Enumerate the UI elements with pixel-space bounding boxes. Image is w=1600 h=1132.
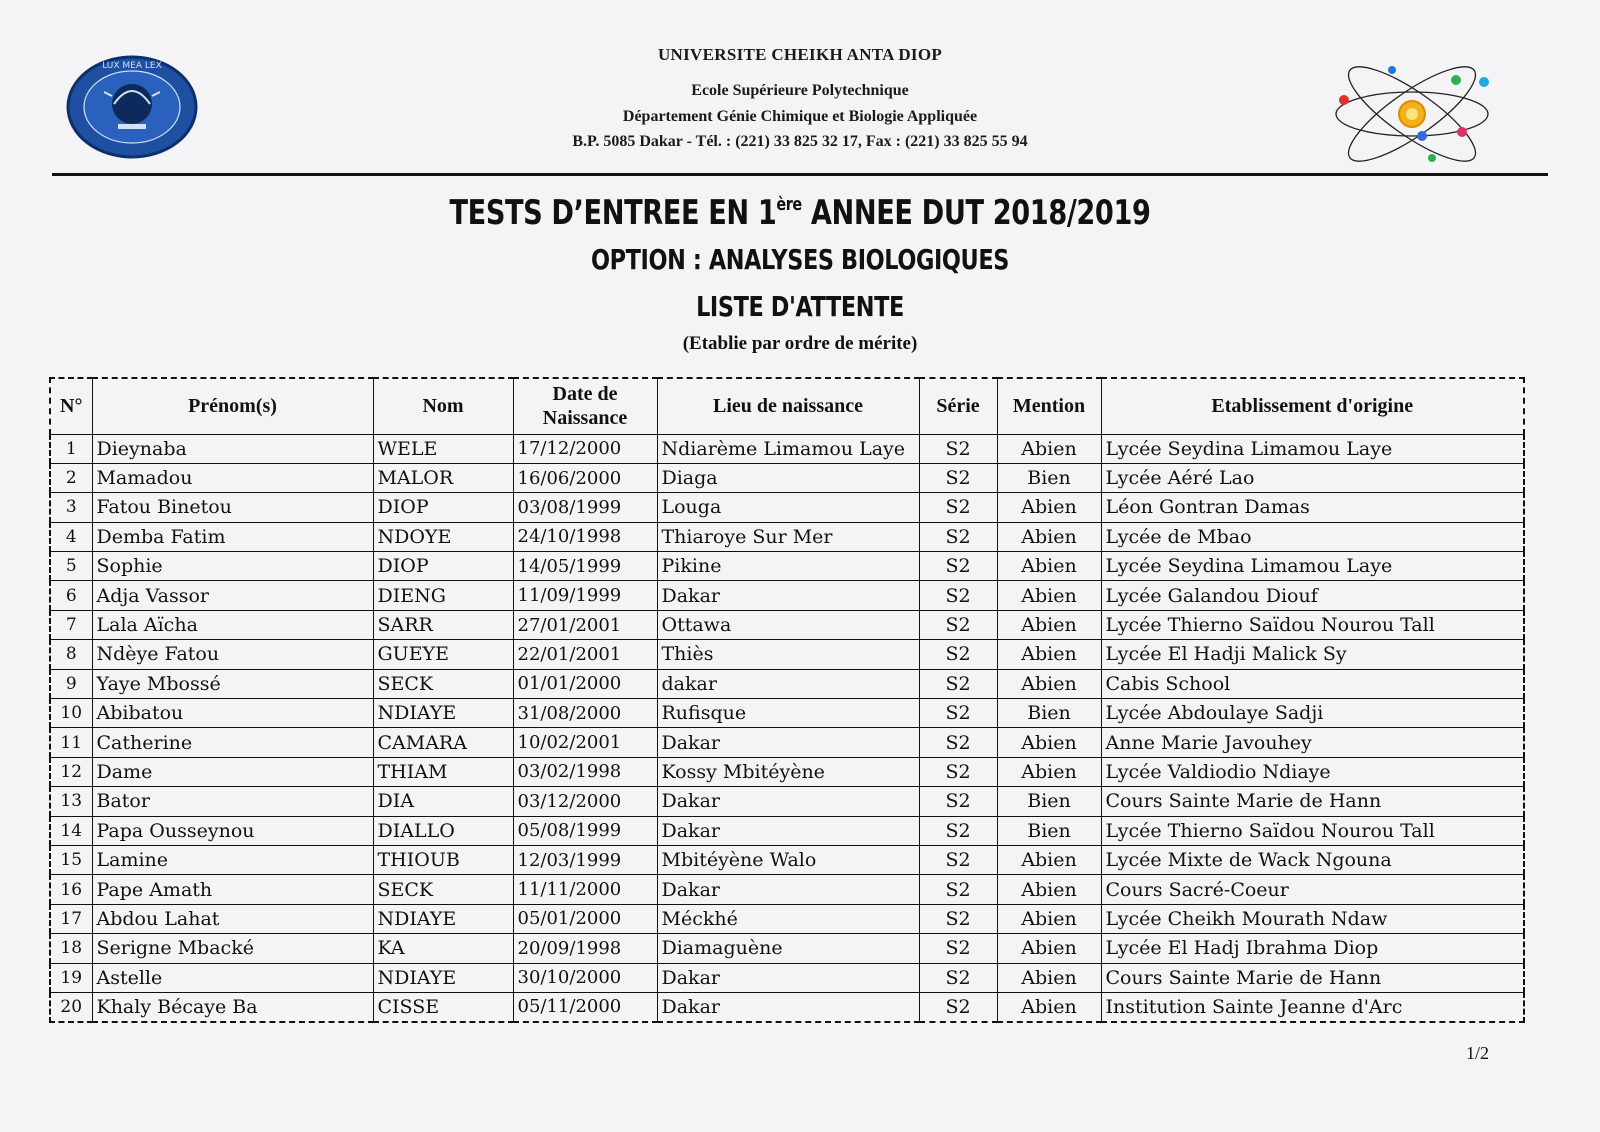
cell-birth-place: Ndiarème Limamou Laye (657, 434, 919, 463)
table-body (50, 434, 1524, 1022)
cell-first-name: Bator (92, 787, 373, 816)
cell-birth-date: 14/05/1999 (513, 552, 657, 581)
cell-birth-place: Louga (657, 493, 919, 522)
cell-number: 12 (50, 757, 92, 786)
cell-series: S2 (919, 992, 997, 1021)
table-row (50, 699, 1524, 728)
cell-series: S2 (919, 816, 997, 845)
cell-last-name: SECK (373, 669, 513, 698)
cell-last-name: MALOR (373, 463, 513, 492)
cell-school-of-origin: Cabis School (1101, 669, 1524, 698)
cell-mention: Abien (997, 904, 1101, 933)
cell-birth-date: 05/08/1999 (513, 816, 657, 845)
cell-series: S2 (919, 787, 997, 816)
cell-last-name: NDIAYE (373, 963, 513, 992)
cell-birth-place: Diamaguène (657, 934, 919, 963)
header-series: Série (919, 378, 997, 434)
cell-school-of-origin: Lycée Thierno Saïdou Nourou Tall (1101, 816, 1524, 845)
table-row (50, 845, 1524, 874)
table-row (50, 816, 1524, 845)
cell-birth-place: Méckhé (657, 904, 919, 933)
cell-mention: Abien (997, 640, 1101, 669)
table-row (50, 493, 1524, 522)
cell-birth-place: Dakar (657, 787, 919, 816)
cell-number: 8 (50, 640, 92, 669)
cell-series: S2 (919, 640, 997, 669)
title-superscript: ère (776, 194, 802, 215)
cell-birth-date: 05/11/2000 (513, 992, 657, 1021)
cell-number: 18 (50, 934, 92, 963)
cell-series: S2 (919, 728, 997, 757)
cell-number: 20 (50, 992, 92, 1021)
cell-number: 4 (50, 522, 92, 551)
cell-school-of-origin: Lycée Thierno Saïdou Nourou Tall (1101, 610, 1524, 639)
option-heading: OPTION : ANALYSES BIOLOGIQUES (591, 243, 1009, 276)
table-row (50, 934, 1524, 963)
table-row (50, 728, 1524, 757)
cell-first-name: Papa Ousseynou (92, 816, 373, 845)
header-first-name: Prénom(s) (92, 378, 373, 434)
cell-birth-place: Dakar (657, 728, 919, 757)
university-seal-icon (64, 52, 200, 162)
cell-last-name: CISSE (373, 992, 513, 1021)
cell-first-name: Abdou Lahat (92, 904, 373, 933)
ranking-note: (Etablie par ordre de mérite) (682, 333, 918, 354)
cell-birth-place: Diaga (657, 463, 919, 492)
cell-number: 7 (50, 610, 92, 639)
table-row (50, 434, 1524, 463)
cell-number: 19 (50, 963, 92, 992)
cell-school-of-origin: Lycée Valdiodio Ndiaye (1101, 757, 1524, 786)
cell-birth-place: Dakar (657, 992, 919, 1021)
cell-mention: Abien (997, 434, 1101, 463)
cell-school-of-origin: Anne Marie Javouhey (1101, 728, 1524, 757)
cell-series: S2 (919, 463, 997, 492)
cell-birth-place: Ottawa (657, 610, 919, 639)
cell-mention: Abien (997, 493, 1101, 522)
header-birth-date: Date de Naissance (513, 378, 657, 434)
cell-last-name: THIOUB (373, 845, 513, 874)
cell-mention: Bien (997, 816, 1101, 845)
table-row (50, 552, 1524, 581)
cell-birth-date: 30/10/2000 (513, 963, 657, 992)
cell-first-name: Pape Amath (92, 875, 373, 904)
cell-school-of-origin: Cours Sainte Marie de Hann (1101, 787, 1524, 816)
cell-series: S2 (919, 669, 997, 698)
header-school-of-origin: Etablissement d'origine (1101, 378, 1524, 434)
table-row (50, 669, 1524, 698)
logo-motto: LUX MEA LEX (102, 61, 162, 71)
table-row (50, 904, 1524, 933)
cell-birth-date: 31/08/2000 (513, 699, 657, 728)
cell-birth-place: Dakar (657, 963, 919, 992)
cell-last-name: NDIAYE (373, 699, 513, 728)
cell-series: S2 (919, 845, 997, 874)
cell-last-name: NDOYE (373, 522, 513, 551)
cell-last-name: THIAM (373, 757, 513, 786)
cell-birth-place: Thiès (657, 640, 919, 669)
cell-first-name: Astelle (92, 963, 373, 992)
cell-mention: Abien (997, 552, 1101, 581)
waiting-list-table (49, 377, 1525, 1023)
cell-series: S2 (919, 581, 997, 610)
cell-first-name: Dieynaba (92, 434, 373, 463)
cell-number: 3 (50, 493, 92, 522)
atom-icon (1332, 58, 1492, 170)
cell-birth-date: 20/09/1998 (513, 934, 657, 963)
page-number: 1/2 (1466, 1043, 1490, 1063)
cell-last-name: KA (373, 934, 513, 963)
header-number: N° (50, 378, 92, 434)
table-row (50, 581, 1524, 610)
cell-first-name: Khaly Bécaye Ba (92, 992, 373, 1021)
cell-first-name: Serigne Mbacké (92, 934, 373, 963)
document-title: TESTS D’ENTREE EN 1ère ANNEE DUT 2018/2019 (449, 193, 1151, 233)
cell-mention: Abien (997, 522, 1101, 551)
cell-birth-place: Dakar (657, 816, 919, 845)
cell-birth-date: 12/03/1999 (513, 845, 657, 874)
cell-mention: Abien (997, 610, 1101, 639)
cell-birth-date: 24/10/1998 (513, 522, 657, 551)
cell-first-name: Ndèye Fatou (92, 640, 373, 669)
cell-birth-place: Dakar (657, 875, 919, 904)
cell-last-name: DIOP (373, 493, 513, 522)
cell-school-of-origin: Cours Sacré-Coeur (1101, 875, 1524, 904)
cell-mention: Bien (997, 463, 1101, 492)
cell-number: 14 (50, 816, 92, 845)
table-row (50, 992, 1524, 1021)
table-row (50, 463, 1524, 492)
cell-birth-date: 05/01/2000 (513, 904, 657, 933)
cell-school-of-origin: Lycée Seydina Limamou Laye (1101, 552, 1524, 581)
cell-birth-date: 27/01/2001 (513, 610, 657, 639)
cell-birth-date: 03/02/1998 (513, 757, 657, 786)
cell-last-name: DIOP (373, 552, 513, 581)
cell-mention: Abien (997, 669, 1101, 698)
cell-birth-place: Dakar (657, 581, 919, 610)
cell-birth-place: Thiaroye Sur Mer (657, 522, 919, 551)
cell-series: S2 (919, 963, 997, 992)
cell-birth-date: 16/06/2000 (513, 463, 657, 492)
cell-birth-date: 22/01/2001 (513, 640, 657, 669)
table-row (50, 875, 1524, 904)
cell-number: 13 (50, 787, 92, 816)
cell-mention: Bien (997, 699, 1101, 728)
table-header-row (50, 378, 1524, 434)
cell-school-of-origin: Lycée El Hadji Malick Sy (1101, 640, 1524, 669)
cell-first-name: Adja Vassor (92, 581, 373, 610)
cell-number: 6 (50, 581, 92, 610)
cell-first-name: Sophie (92, 552, 373, 581)
cell-number: 11 (50, 728, 92, 757)
cell-series: S2 (919, 610, 997, 639)
header-birth-place: Lieu de naissance (657, 378, 919, 434)
cell-series: S2 (919, 493, 997, 522)
cell-last-name: DIALLO (373, 816, 513, 845)
cell-series: S2 (919, 522, 997, 551)
cell-birth-date: 11/11/2000 (513, 875, 657, 904)
cell-last-name: DIA (373, 787, 513, 816)
cell-number: 15 (50, 845, 92, 874)
cell-birth-date: 11/09/1999 (513, 581, 657, 610)
cell-school-of-origin: Lycée de Mbao (1101, 522, 1524, 551)
cell-first-name: Demba Fatim (92, 522, 373, 551)
cell-series: S2 (919, 434, 997, 463)
cell-first-name: Catherine (92, 728, 373, 757)
table-row (50, 757, 1524, 786)
cell-last-name: WELE (373, 434, 513, 463)
cell-school-of-origin: Institution Sainte Jeanne d'Arc (1101, 992, 1524, 1021)
cell-school-of-origin: Lycée Mixte de Wack Ngouna (1101, 845, 1524, 874)
list-heading: LISTE D'ATTENTE (696, 290, 904, 323)
cell-school-of-origin: Lycée Seydina Limamou Laye (1101, 434, 1524, 463)
table-row (50, 610, 1524, 639)
cell-last-name: SARR (373, 610, 513, 639)
cell-mention: Abien (997, 875, 1101, 904)
cell-birth-date: 03/08/1999 (513, 493, 657, 522)
cell-birth-place: Mbitéyène Walo (657, 845, 919, 874)
cell-school-of-origin: Lycée Aéré Lao (1101, 463, 1524, 492)
table-row (50, 787, 1524, 816)
cell-last-name: DIENG (373, 581, 513, 610)
cell-number: 17 (50, 904, 92, 933)
cell-mention: Abien (997, 581, 1101, 610)
table-row (50, 522, 1524, 551)
school-name: Ecole Supérieure Polytechnique (691, 82, 909, 99)
cell-series: S2 (919, 757, 997, 786)
cell-last-name: SECK (373, 875, 513, 904)
cell-birth-place: Kossy Mbitéyène (657, 757, 919, 786)
cell-first-name: Dame (92, 757, 373, 786)
cell-series: S2 (919, 904, 997, 933)
cell-first-name: Abibatou (92, 699, 373, 728)
cell-last-name: NDIAYE (373, 904, 513, 933)
cell-school-of-origin: Cours Sainte Marie de Hann (1101, 963, 1524, 992)
cell-school-of-origin: Lycée Abdoulaye Sadji (1101, 699, 1524, 728)
cell-series: S2 (919, 699, 997, 728)
cell-school-of-origin: Lycée Galandou Diouf (1101, 581, 1524, 610)
cell-mention: Abien (997, 728, 1101, 757)
cell-number: 1 (50, 434, 92, 463)
cell-last-name: GUEYE (373, 640, 513, 669)
cell-number: 16 (50, 875, 92, 904)
university-name: UNIVERSITE CHEIKH ANTA DIOP (657, 45, 943, 64)
cell-first-name: Fatou Binetou (92, 493, 373, 522)
cell-mention: Abien (997, 963, 1101, 992)
cell-first-name: Lala Aïcha (92, 610, 373, 639)
cell-first-name: Yaye Mbossé (92, 669, 373, 698)
cell-birth-date: 17/12/2000 (513, 434, 657, 463)
cell-birth-date: 01/01/2000 (513, 669, 657, 698)
cell-series: S2 (919, 934, 997, 963)
cell-number: 9 (50, 669, 92, 698)
table-row (50, 640, 1524, 669)
header-mention: Mention (997, 378, 1101, 434)
contact-info: B.P. 5085 Dakar - Tél. : (221) 33 825 32 17, Fax : (221) 33 825 55 94 (572, 133, 1028, 150)
header-divider (52, 173, 1548, 176)
header-last-name: Nom (373, 378, 513, 434)
cell-number: 2 (50, 463, 92, 492)
cell-mention: Abien (997, 845, 1101, 874)
cell-mention: Bien (997, 787, 1101, 816)
cell-birth-place: dakar (657, 669, 919, 698)
cell-birth-place: Rufisque (657, 699, 919, 728)
cell-first-name: Lamine (92, 845, 373, 874)
cell-mention: Abien (997, 934, 1101, 963)
cell-series: S2 (919, 875, 997, 904)
cell-number: 10 (50, 699, 92, 728)
cell-mention: Abien (997, 757, 1101, 786)
cell-school-of-origin: Léon Gontran Damas (1101, 493, 1524, 522)
cell-birth-date: 03/12/2000 (513, 787, 657, 816)
cell-school-of-origin: Lycée El Hadj Ibrahma Diop (1101, 934, 1524, 963)
cell-school-of-origin: Lycée Cheikh Mourath Ndaw (1101, 904, 1524, 933)
cell-birth-date: 10/02/2001 (513, 728, 657, 757)
cell-last-name: CAMARA (373, 728, 513, 757)
department-name: Département Génie Chimique et Biologie Appliquée (622, 108, 978, 125)
cell-number: 5 (50, 552, 92, 581)
table-row (50, 963, 1524, 992)
cell-birth-place: Pikine (657, 552, 919, 581)
cell-series: S2 (919, 552, 997, 581)
cell-mention: Abien (997, 992, 1101, 1021)
cell-first-name: Mamadou (92, 463, 373, 492)
